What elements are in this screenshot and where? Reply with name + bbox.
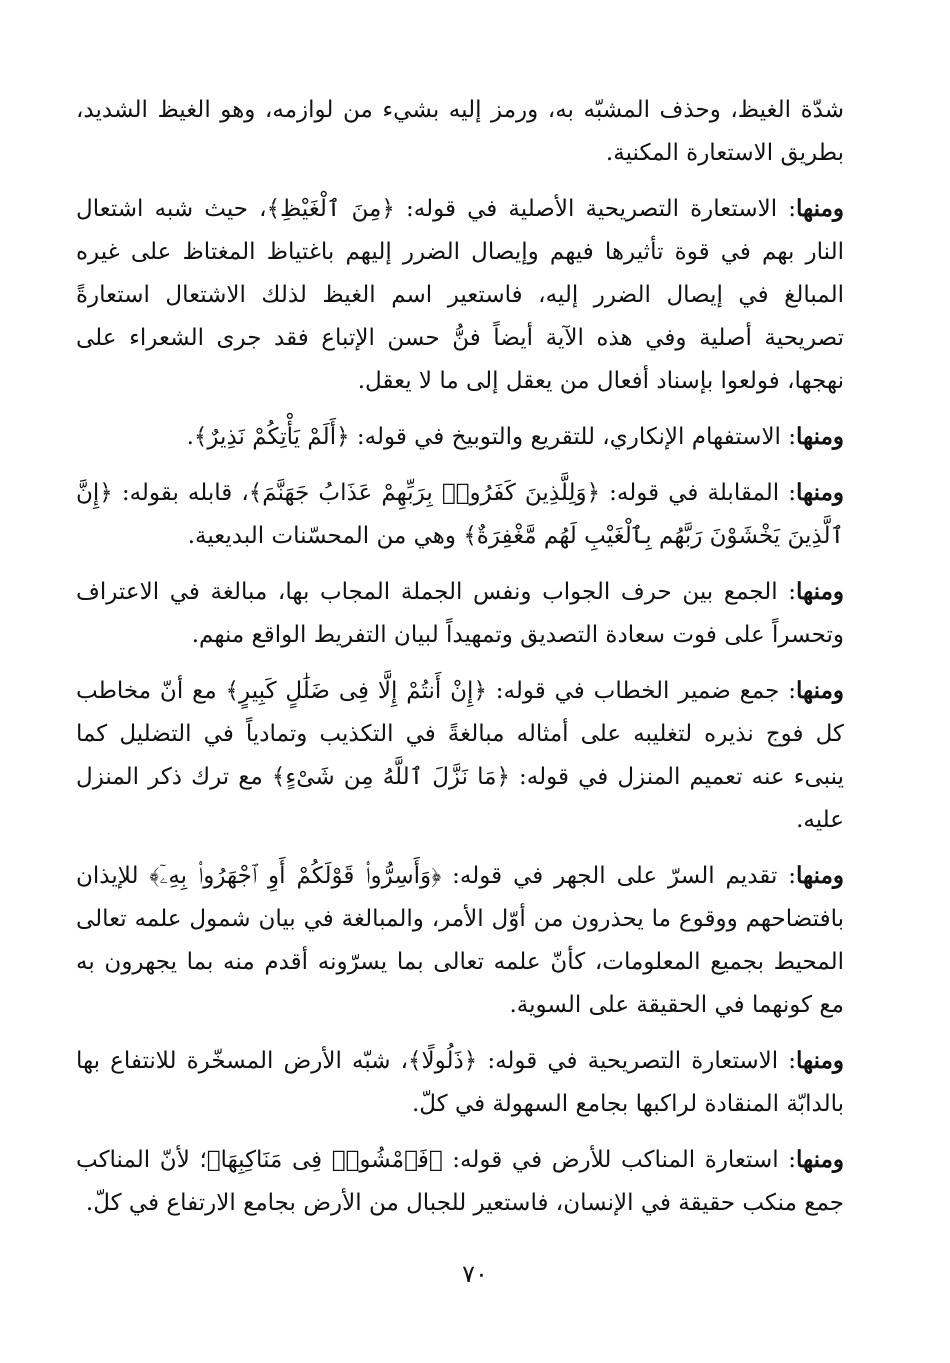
paragraph-1 xyxy=(76,88,844,175)
paragraph-6 xyxy=(76,669,844,842)
paragraph-9 xyxy=(76,1138,844,1225)
paragraph-text: : الجمع بين حرف الجواب ونفس الجملة المجاب بها، مبالغة في الاعتراف وتحسراً على فوت سعادة التصديق وتمهيداً لبيان التفريط الواقع منهم. xyxy=(76,579,844,648)
paragraph-lead: ومنها xyxy=(796,1047,844,1074)
paragraph-text: : جمع ضمير الخطاب في قوله: ﴿إِنْ أَنتُمْ إِلَّا فِى ضَلَٰلٍ كَبِيرٍ﴾ مع أنّ مخاطب كل فوج نذيره لتغليبه على أمثاله مبالغةً في التكذيب وتمادياً في التضليل كما ينبىء عنه تعميم المنزل في قوله: ﴿مَا نَزَّلَ ٱللَّهُ مِن شَىْءٍ﴾ مع ترك ذكر المنزل عليه. xyxy=(76,678,844,833)
paragraph-2 xyxy=(76,187,844,403)
paragraph-text: : تقديم السرّ على الجهر في قوله: ﴿وَأَسِرُّوا۟ قَوْلَكُمْ أَوِ ٱجْهَرُوا۟ بِهِۦٓ﴾ للإيذان بافتضاحهم ووقوع ما يحذرون من أوّل الأمر، والمبالغة في بيان شمول علمه تعالى المحيط بجميع المعلومات، كأنّ علمه تعالى بما يسرّونه أقدم منه بما يجهرون به مع كونهما في الحقيقة على السوية. xyxy=(76,863,844,1018)
paragraph-text: : المقابلة في قوله: ﴿وَلِلَّذِينَ كَفَرُوا۟ بِرَبِّهِمْ عَذَابُ جَهَنَّمَ﴾، قابله بقوله: ﴿إِنَّ ٱلَّذِينَ يَخْشَوْنَ رَبَّهُم بِٱلْغَيْبِ لَهُم مَّغْفِرَةٌ﴾ وهي من المحسّنات البديعية. xyxy=(76,480,844,549)
paragraph-7 xyxy=(76,854,844,1027)
page-number: ٧٠ xyxy=(462,1260,488,1288)
paragraph-text: شدّة الغيظ، وحذف المشبّه به، ورمز إليه بشيء من لوازمه، وهو الغيظ الشديد، بطريق الاستعارة المكنية. xyxy=(76,97,844,166)
paragraph-text: : استعارة المناكب للأرض في قوله: ﴿فَٱمْشُوا۟ فِى مَنَاكِبِهَا﴾؛ لأنّ المناكب جمع منكب حقيقة في الإنسان، فاستعير للجبال من الأرض بجامع الارتفاع في كلّ. xyxy=(76,1147,844,1216)
paragraph-text: : الاستعارة التصريحية في قوله: ﴿ذَلُولًا﴾، شبّه الأرض المسخّرة للانتفاع بها بالدابّة المنقادة لراكبها بجامع السهولة في كلّ. xyxy=(76,1048,844,1117)
paragraph-lead: ومنها xyxy=(796,423,844,450)
paragraph-lead: ومنها xyxy=(796,862,844,889)
paragraph-text: : الاستفهام الإنكاري، للتقريع والتوبيخ في قوله: ﴿أَلَمْ يَأْتِكُمْ نَذِيرٌ﴾. xyxy=(186,424,797,450)
paragraph-lead: ومنها xyxy=(796,578,844,605)
paragraph-5 xyxy=(76,570,844,657)
paragraph-4 xyxy=(76,471,844,558)
paragraph-3 xyxy=(76,415,844,459)
paragraph-lead: ومنها xyxy=(796,677,844,704)
paragraph-8 xyxy=(76,1039,844,1126)
paragraph-lead: ومنها xyxy=(796,195,844,222)
page-body xyxy=(76,88,844,1237)
paragraph-text: : الاستعارة التصريحية الأصلية في قوله: ﴿مِنَ ٱلْغَيْظِ﴾، حيث شبه اشتعال النار بهم في قوة تأثيرها فيهم وإيصال الضرر إليهم باغتياظ المغتاظ على غيره المبالغ في إيصال الضرر إليه، فاستعير اسم الغيظ لذلك الاشتعال استعارةً تصريحية أصلية وفي هذه الآية أيضاً فنُّ حسن الإتباع فقد جرى الشعراء على نهجها، فولعوا بإسناد أفعال من يعقل إلى ما لا يعقل. xyxy=(76,196,844,394)
paragraph-lead: ومنها xyxy=(796,479,844,506)
paragraph-lead: ومنها xyxy=(796,1146,844,1173)
